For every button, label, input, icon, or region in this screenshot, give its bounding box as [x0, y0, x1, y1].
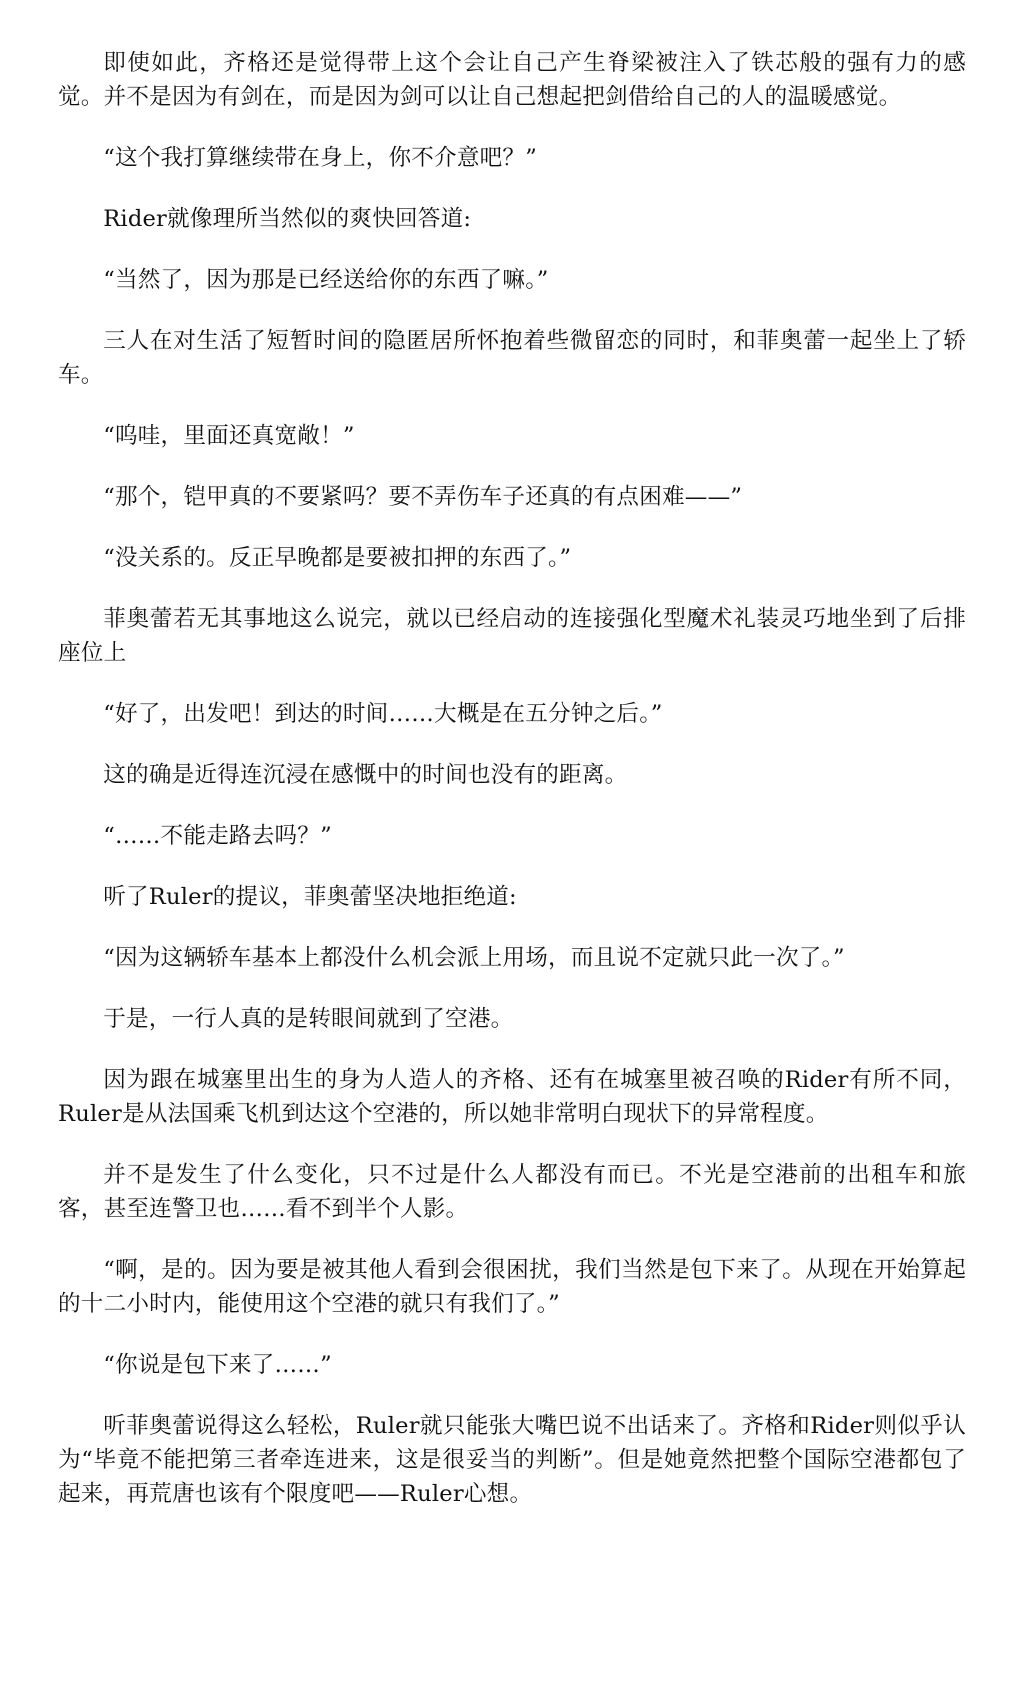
paragraph-10: “好了，出发吧！到达的时间……大概是在五分钟之后。” [103, 701, 663, 727]
paragraph-16: 因为跟在城塞里出生的身为人造人的齐格、还有在城塞里被召唤的Rider有所不同，Ruler是从法国乘飞机到达这个空港的，所以她非常明白现状下的异常程度。 [58, 1067, 966, 1127]
paragraph-17: 并不是发生了什么变化，只不过是什么人都没有而已。不光是空港前的出租车和旅客，甚至连警卫也……看不到半个人影。 [58, 1162, 966, 1222]
paragraph-9: 菲奥蕾若无其事地这么说完，就以已经启动的连接强化型魔术礼装灵巧地坐到了后排座位上 [58, 606, 966, 666]
paragraph-13: 听了Ruler的提议，菲奥蕾坚决地拒绝道: [103, 884, 517, 910]
paragraph-6: “呜哇，里面还真宽敞！” [103, 423, 355, 449]
paragraph-19: “你说是包下来了……” [103, 1352, 332, 1378]
paragraph-1: 即使如此，齐格还是觉得带上这个会让自己产生脊梁被注入了铁芯般的强有力的感觉。并不是因为有剑在，而是因为剑可以让自己想起把剑借给自己的人的温暖感觉。 [58, 50, 966, 110]
paragraph-11: 这的确是近得连沉浸在感慨中的时间也没有的距离。 [103, 762, 628, 788]
paragraph-15: 于是，一行人真的是转眼间就到了空港。 [103, 1006, 514, 1032]
document-body [58, 46, 966, 1511]
paragraph-18: “啊，是的。因为要是被其他人看到会很困扰，我们当然是包下来了。从现在开始算起的十二小时内，能使用这个空港的就只有我们了。” [58, 1257, 966, 1317]
paragraph-20: 听菲奥蕾说得这么轻松，Ruler就只能张大嘴巴说不出话来了。齐格和Rider则似乎认为“毕竟不能把第三者牵连进来，这是很妥当的判断”。但是她竟然把整个国际空港都包了起来，再荒唐也该有个限度吧——Ruler心想。 [58, 1413, 966, 1507]
paragraph-2: “这个我打算继续带在身上，你不介意吧？” [103, 145, 537, 171]
paragraph-14: “因为这辆轿车基本上都没什么机会派上用场，而且说不定就只此一次了。” [103, 945, 845, 971]
paragraph-5: 三人在对生活了短暂时间的隐匿居所怀抱着些微留恋的同时，和菲奥蕾一起坐上了轿车。 [58, 328, 966, 388]
paragraph-12: “……不能走路去吗？” [103, 823, 332, 849]
paragraph-4: “当然了，因为那是已经送给你的东西了嘛。” [103, 267, 549, 293]
paragraph-8: “没关系的。反正早晚都是要被扣押的东西了。” [103, 545, 572, 571]
paragraph-7: “那个，铠甲真的不要紧吗？要不弄伤车子还真的有点困难——” [103, 484, 743, 510]
paragraph-3: Rider就像理所当然似的爽快回答道: [103, 206, 472, 232]
